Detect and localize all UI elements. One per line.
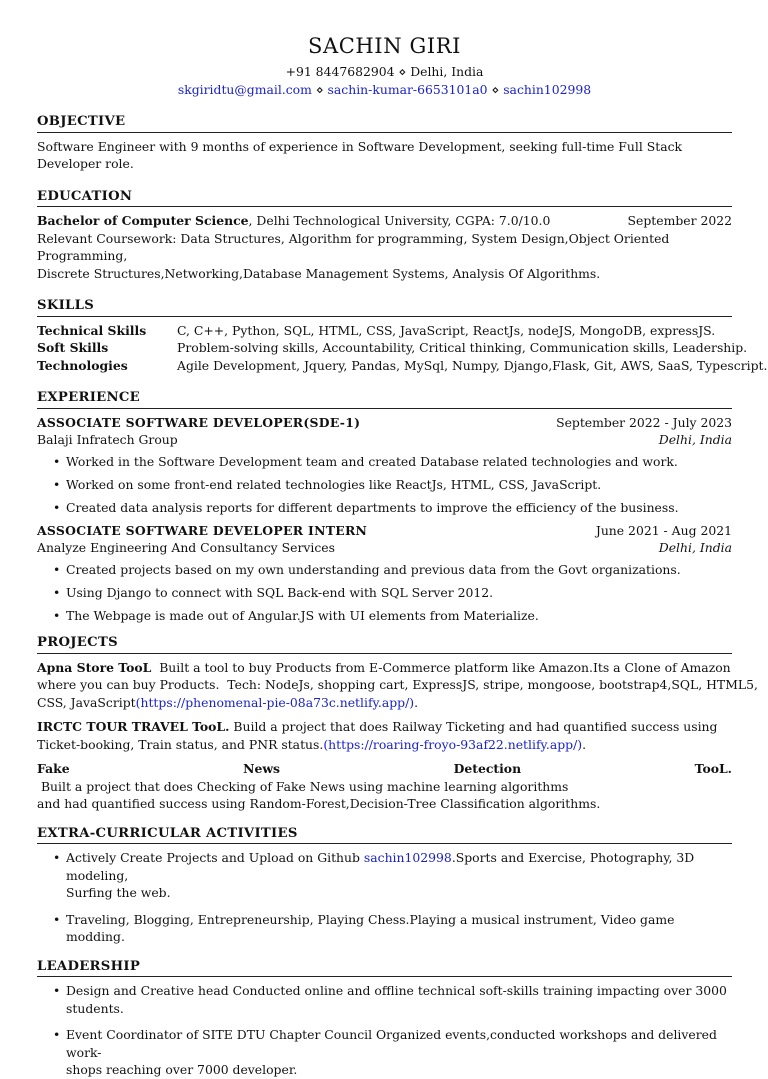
list-item-text: shops reaching over 7000 developer.: [66, 1062, 298, 1077]
job-company: Balaji Infratech Group: [37, 432, 178, 447]
project-line: [37, 718, 732, 736]
job-location: Delhi, India: [658, 432, 732, 447]
project-text: CSS, JavaScript: [37, 694, 136, 710]
job-bullets: [37, 561, 732, 625]
coursework-line: Relevant Coursework: Data Structures, Algorithm for programming, System Design,Object Oriented Programming,: [37, 230, 670, 263]
projects-section: [37, 634, 758, 813]
graduation-date: September 2022: [627, 213, 732, 228]
job-entry: [37, 414, 732, 517]
project-text: .: [582, 736, 587, 752]
project-text: and had quantified success using Random-Forest,Decision-Tree Classification algorithms.: [37, 796, 601, 811]
skill-value: Problem-solving skills, Accountability, Critical thinking, Communication skills, Leadership.: [177, 340, 748, 355]
section-title: EXPERIENCE: [37, 389, 732, 409]
list-item: • Created data analysis reports for different departments to improve the efficiency of the business.: [37, 499, 732, 517]
job-role: ASSOCIATE SOFTWARE DEVELOPER INTERN: [37, 522, 368, 538]
phone-number: +91 8447682904: [285, 64, 395, 79]
skill-label: Technologies: [37, 357, 128, 373]
job-entry: [37, 522, 732, 625]
skill-value: Agile Development, Jquery, Pandas, MySql, Numpy, Django,Flask, Git, AWS, SaaS, Typescript.: [177, 357, 768, 373]
linkedin-link[interactable]: sachin-kumar-6653101a0: [327, 81, 488, 97]
job-subheader: [37, 431, 732, 449]
list-item: • Worked in the Software Development team and created Database related technologies and work.: [37, 453, 732, 471]
contact-line: [37, 63, 732, 81]
job-header: [37, 522, 732, 540]
project-text: Built a tool to buy Products from E-Commerce platform like Amazon.Its a Clone of Amazon: [151, 659, 731, 675]
separator-diamond: ⋄: [491, 81, 500, 97]
project-text: where you can buy Products. Tech: NodeJs, shopping cart, ExpressJS, stripe, mongoose, bootstrap4,SQL, HTML5,: [37, 677, 758, 692]
degree-name: Bachelor of Computer Science: [37, 213, 249, 228]
job-subheader: [37, 539, 732, 557]
resume-page: [0, 34, 768, 1077]
education-section: [37, 188, 732, 283]
project-line: [37, 736, 732, 754]
extracurricular-section: [37, 825, 732, 946]
project-text: Build a project that does Railway Ticketing and had quantified success using: [229, 719, 718, 734]
skill-label: Technical Skills: [37, 322, 147, 338]
extracurricular-list: [37, 849, 732, 946]
project-entry: [37, 659, 758, 712]
project-line: [37, 694, 732, 712]
section-title: EDUCATION: [37, 188, 732, 208]
job-header: [37, 414, 732, 432]
list-item: • Created projects based on my own understanding and previous data from the Govt organizations.: [37, 561, 732, 579]
job-role: ASSOCIATE SOFTWARE DEVELOPER(SDE-1): [37, 414, 361, 430]
candidate-name: SACHIN GIRI: [307, 34, 462, 58]
skill-value: C, C++, Python, SQL, HTML, CSS, JavaScript, ReactJs, nodeJS, MongoDB, expressJS.: [177, 322, 716, 338]
links-line: [37, 81, 732, 99]
list-item-text: Event Coordinator of SITE DTU Chapter Council Organized events,conducted workshops and delivered work-: [66, 1027, 717, 1060]
section-title: PROJECTS: [37, 634, 732, 654]
education-row: [37, 212, 732, 230]
education-degree-line: [37, 212, 550, 230]
leadership-section: [37, 958, 732, 1079]
separator-diamond: ⋄: [315, 81, 324, 97]
list-item-text: .Sports and Exercise, Photography, 3D modeling,: [66, 850, 695, 883]
section-title: OBJECTIVE: [37, 113, 732, 133]
skills-grid: [37, 322, 768, 375]
job-dates: June 2021 - Aug 2021: [595, 522, 732, 538]
project-name: Fake News Detection TooL.: [37, 761, 732, 776]
list-item: [37, 849, 732, 902]
project-entry: [37, 760, 732, 813]
project-line: [37, 760, 732, 795]
project-name: Apna Store TooL: [37, 659, 152, 675]
leadership-list: [37, 982, 732, 1079]
project-entry: [37, 718, 732, 753]
list-item-text: Actively Create Projects and Upload on Github: [66, 850, 364, 865]
job-bullets: [37, 453, 732, 517]
skills-section: [37, 297, 768, 374]
skill-label: Soft Skills: [37, 340, 109, 355]
list-item: • Design and Creative head Conducted online and offline technical soft-skills training impacting over 3000 students.: [37, 982, 732, 1017]
email-link[interactable]: skgiridtu@gmail.com: [177, 81, 312, 97]
project-name: IRCTC TOUR TRAVEL TooL.: [37, 719, 230, 734]
job-company: Analyze Engineering And Consultancy Services: [37, 540, 335, 555]
job-dates: September 2022 - July 2023: [556, 414, 732, 430]
github-link[interactable]: sachin102998: [363, 850, 452, 865]
list-item: [37, 1026, 732, 1079]
project-line: [37, 659, 732, 677]
experience-section: [37, 389, 732, 624]
list-item: • The Webpage is made out of Angular.JS with UI elements from Materialize.: [37, 607, 732, 625]
section-title: EXTRA-CURRICULAR ACTIVITIES: [37, 825, 732, 845]
github-link[interactable]: sachin102998: [503, 81, 592, 97]
separator-diamond: ⋄: [398, 64, 407, 79]
list-item: • Worked on some front-end related technologies like ReactJs, HTML, CSS, JavaScript.: [37, 476, 732, 494]
list-item: • Traveling, Blogging, Entrepreneurship, Playing Chess.Playing a musical instrument, Video game modding.: [37, 911, 732, 946]
section-title: LEADERSHIP: [37, 958, 732, 978]
project-text: Ticket-booking, Train status, and PNR status.: [37, 736, 324, 752]
list-item-text: Surfing the web.: [66, 885, 171, 900]
project-link[interactable]: (https://roaring-froyo-93af22.netlify.app/): [323, 736, 583, 752]
project-text: .: [414, 694, 419, 710]
project-link[interactable]: (https://phenomenal-pie-08a73c.netlify.app/): [135, 694, 415, 710]
section-title: SKILLS: [37, 297, 732, 317]
objective-text: Software Engineer with 9 months of experience in Software Development, seeking full-time Full Stack Developer role.: [37, 138, 683, 171]
job-location: Delhi, India: [658, 540, 732, 555]
objective-section: [37, 113, 732, 173]
degree-details: , Delhi Technological University, CGPA: 7.0/10.0: [248, 213, 551, 228]
list-item: • Using Django to connect with SQL Back-end with SQL Server 2012.: [37, 584, 732, 602]
location: Delhi, India: [410, 64, 484, 79]
project-text: Built a project that does Checking of Fake News using machine learning algorithms: [37, 778, 569, 794]
coursework-line: Discrete Structures,Networking,Database Management Systems, Analysis Of Algorithms.: [37, 265, 601, 281]
